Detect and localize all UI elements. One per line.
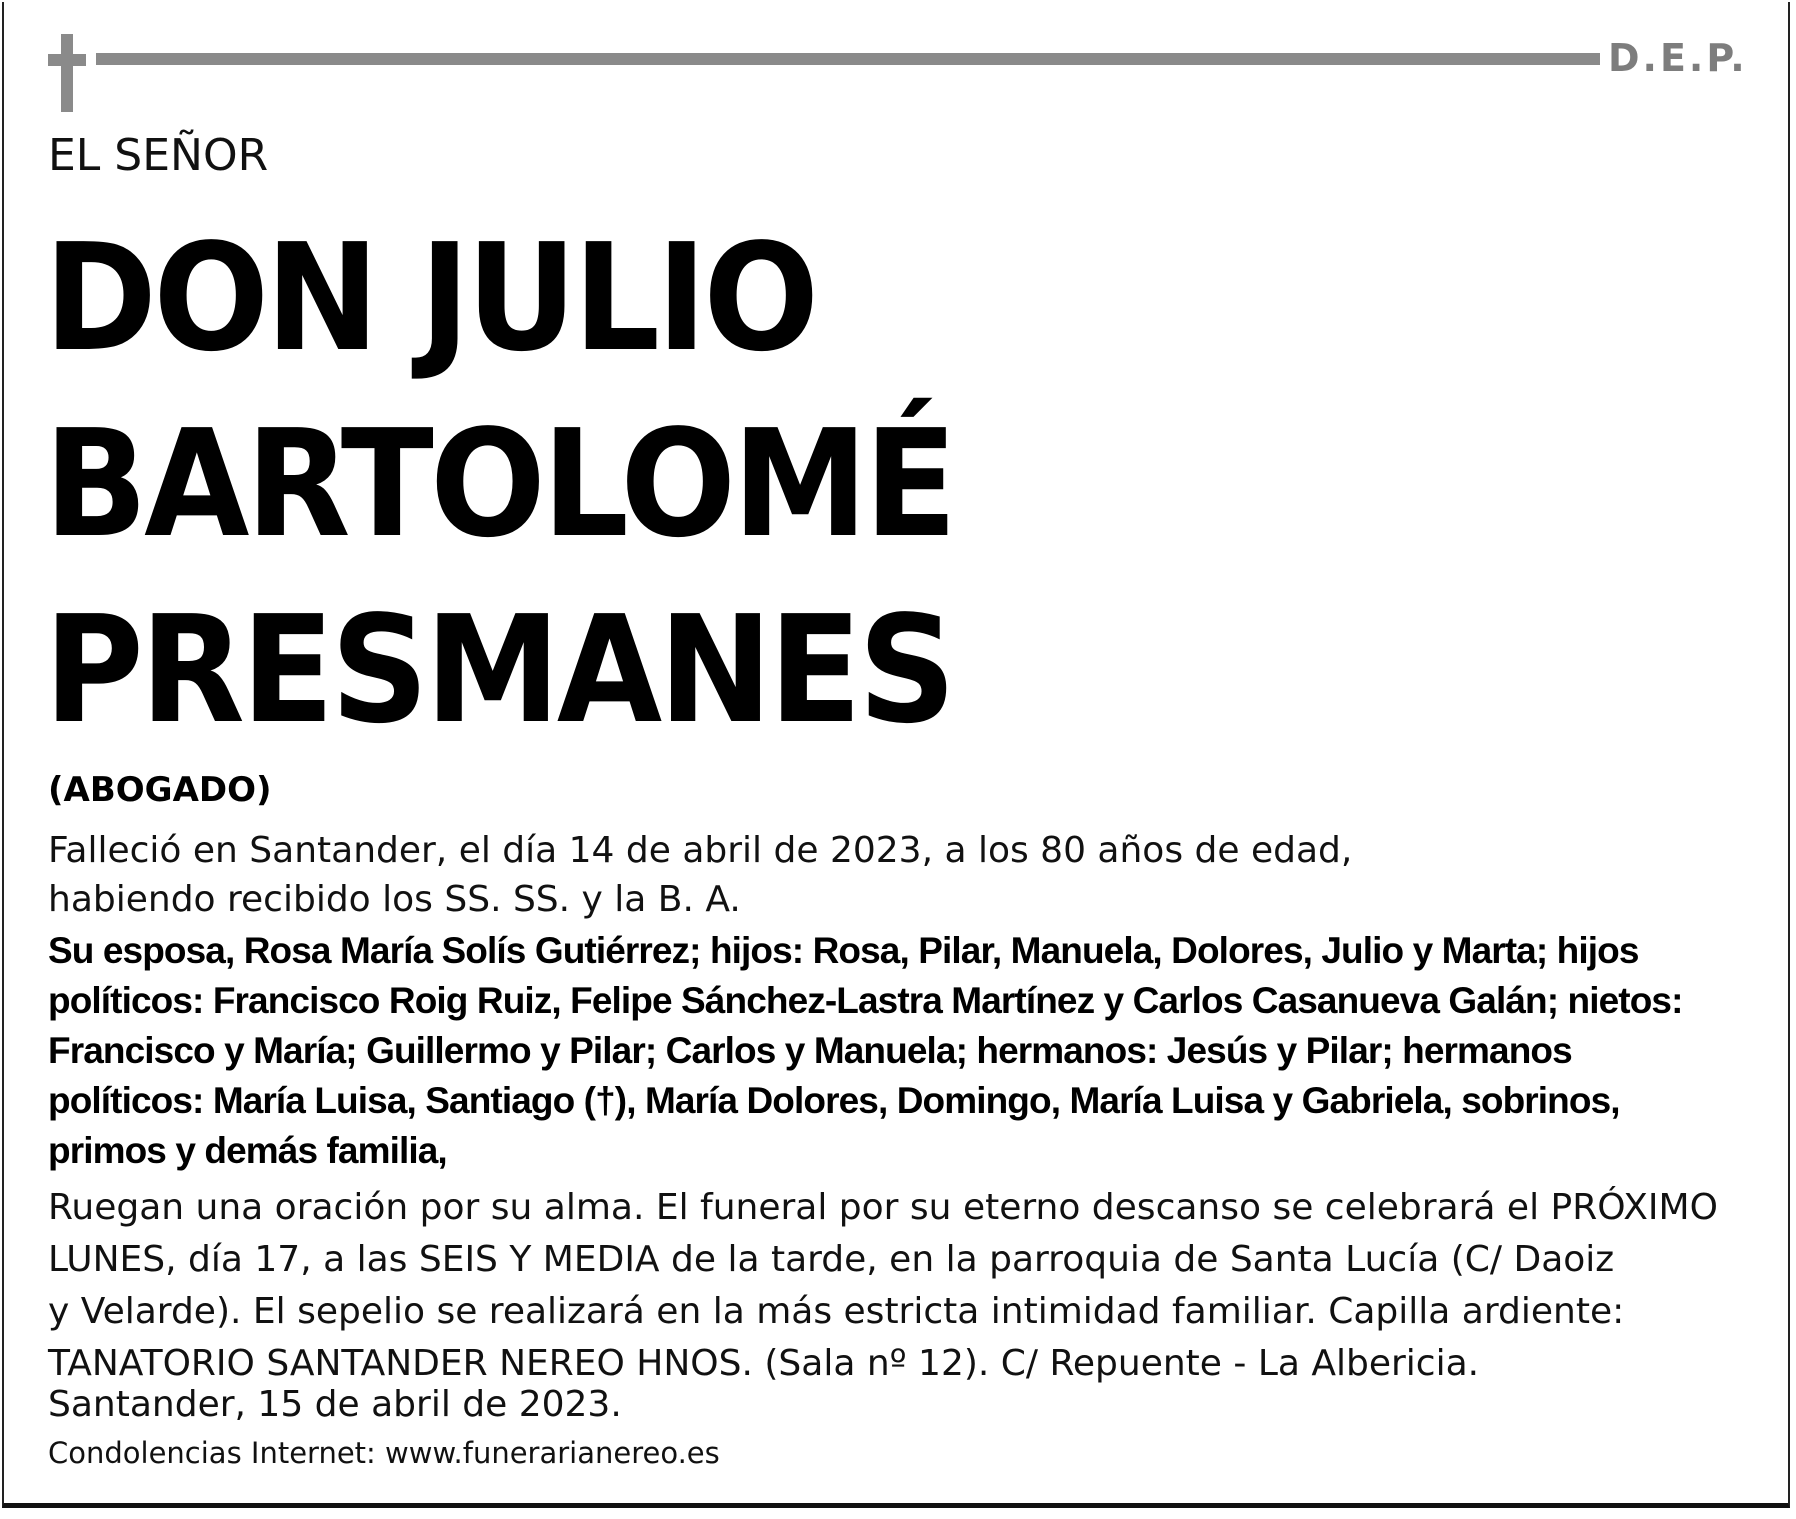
death-announcement [48, 826, 1548, 924]
family-list [48, 926, 1768, 1176]
death-line: habiendo recibido los SS. SS. y la B. A. [48, 879, 741, 920]
deceased-name-line-1: DON JULIO [44, 212, 816, 384]
header-rule [96, 53, 1600, 65]
funeral-line: TANATORIO SANTANDER NEREO HNOS. (Sala nº 12). C/ Repuente - La Albericia. [48, 1343, 1480, 1384]
family-line: Su esposa, Rosa María Solís Gutiérrez; hijos: Rosa, Pilar, Manuela, Dolores, Julio y Marta; hijos [48, 930, 1639, 971]
family-line: primos y demás familia, [48, 1130, 447, 1171]
profession-label: (ABOGADO) [48, 770, 272, 810]
condolences-link: Condolencias Internet: www.funerarianereo.es [48, 1436, 720, 1470]
family-line: políticos: María Luisa, Santiago (†), María Dolores, Domingo, María Luisa y Gabriela, sobrinos, [48, 1080, 1620, 1121]
family-line: políticos: Francisco Roig Ruiz, Felipe Sánchez-Lastra Martínez y Carlos Casanueva Galán; nietos: [48, 980, 1683, 1021]
deceased-name-line-2: BARTOLOMÉ [44, 398, 954, 570]
dep-label: D.E.P. [1608, 36, 1748, 80]
cross-icon [48, 34, 86, 112]
intro-label: EL SEÑOR [48, 130, 269, 181]
funeral-details [48, 1182, 1748, 1390]
family-line: Francisco y María; Guillermo y Pilar; Carlos y Manuela; hermanos: Jesús y Pilar; hermanos [48, 1030, 1572, 1071]
cross-icon-vertical [61, 34, 73, 112]
funeral-line: Ruegan una oración por su alma. El funeral por su eterno descanso se celebrará el PRÓXIMO [48, 1187, 1718, 1228]
deceased-name-line-3: PRESMANES [44, 584, 953, 756]
funeral-line: y Velarde). El sepelio se realizará en la más estricta intimidad familiar. Capilla ardiente: [48, 1291, 1625, 1332]
funeral-line: LUNES, día 17, a las SEIS Y MEDIA de la tarde, en la parroquia de Santa Lucía (C/ Daoiz [48, 1239, 1615, 1280]
place-and-date: Santander, 15 de abril de 2023. [48, 1384, 622, 1425]
cross-icon-horizontal [48, 54, 86, 66]
death-line: Falleció en Santander, el día 14 de abril de 2023, a los 80 años de edad, [48, 830, 1353, 871]
